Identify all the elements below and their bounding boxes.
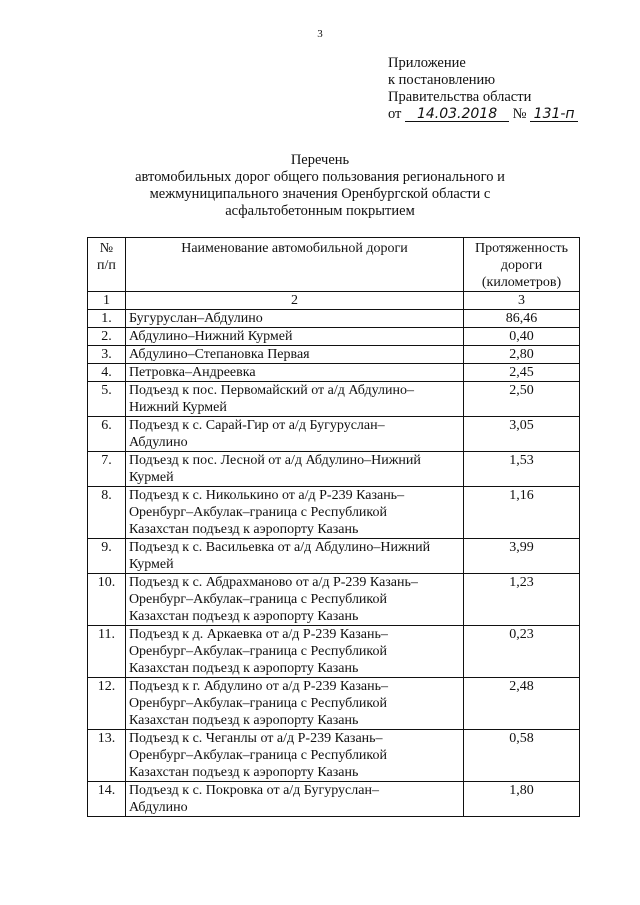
road-name: Петровка–Андреевка — [125, 364, 463, 382]
table-row — [88, 539, 580, 574]
road-length: 2,80 — [464, 346, 580, 364]
table-row — [88, 678, 580, 730]
decree-number: 131-п — [530, 107, 578, 122]
road-name: Подъезд к с. Николькино от а/д Р-239 Казань– Оренбург–Акбулак–граница с Республикой Казахстан подъезд к аэропорту Казань — [125, 487, 463, 539]
number-label: № — [512, 106, 527, 122]
table-row — [88, 382, 580, 417]
table-row — [88, 452, 580, 487]
road-length: 0,58 — [464, 730, 580, 782]
road-name: Абдулино–Нижний Курмей — [125, 328, 463, 346]
index-cell-2: 2 — [125, 292, 463, 310]
from-label: от — [388, 106, 402, 122]
title-line-1: Перечень — [290, 152, 350, 168]
header-number: № п/п — [88, 238, 126, 292]
road-length: 2,48 — [464, 678, 580, 730]
road-name: Подъезд к с. Покровка от а/д Бугуруслан– Абдулино — [125, 782, 463, 817]
table-row — [88, 782, 580, 817]
title-line-2: автомобильных дорог общего пользования регионального и — [135, 169, 505, 185]
table-header-row — [88, 238, 580, 292]
road-name: Абдулино–Степановка Первая — [125, 346, 463, 364]
appendix-block — [388, 55, 578, 123]
table-row — [88, 328, 580, 346]
road-length: 1,23 — [464, 574, 580, 626]
index-cell-1: 1 — [88, 292, 126, 310]
document-title — [0, 152, 640, 220]
appendix-line-3: Правительства области — [388, 89, 532, 105]
road-name: Подъезд к д. Аркаевка от а/д Р-239 Казань– Оренбург–Акбулак–граница с Республикой Казахстан подъезд к аэропорту Казань — [125, 626, 463, 678]
row-number: 10. — [88, 574, 126, 626]
decree-date: 14.03.2018 — [405, 107, 509, 122]
table-row — [88, 487, 580, 539]
row-number: 1. — [88, 310, 126, 328]
row-number: 7. — [88, 452, 126, 487]
road-length: 3,05 — [464, 417, 580, 452]
title-line-3: межмуниципального значения Оренбургской области с — [149, 186, 491, 202]
road-name: Подъезд к пос. Лесной от а/д Абдулино–Нижний Курмей — [125, 452, 463, 487]
road-name: Подъезд к с. Чеганлы от а/д Р-239 Казань– Оренбург–Акбулак–граница с Республикой Казахстан подъезд к аэропорту Казань — [125, 730, 463, 782]
road-name: Подъезд к г. Абдулино от а/д Р-239 Казань– Оренбург–Акбулак–граница с Республикой Казахстан подъезд к аэропорту Казань — [125, 678, 463, 730]
title-line-4: асфальтобетонным покрытием — [225, 203, 415, 219]
road-length: 0,40 — [464, 328, 580, 346]
page-number: 3 — [317, 28, 323, 40]
table-row — [88, 310, 580, 328]
row-number: 2. — [88, 328, 126, 346]
road-name: Подъезд к с. Васильевка от а/д Абдулино–Нижний Курмей — [125, 539, 463, 574]
road-length: 3,99 — [464, 539, 580, 574]
road-name: Подъезд к пос. Первомайский от а/д Абдулино– Нижний Курмей — [125, 382, 463, 417]
row-number: 4. — [88, 364, 126, 382]
table-row — [88, 626, 580, 678]
road-name: Бугуруслан–Абдулино — [125, 310, 463, 328]
row-number: 14. — [88, 782, 126, 817]
table-row — [88, 417, 580, 452]
row-number: 6. — [88, 417, 126, 452]
table-index-row — [88, 292, 580, 310]
index-cell-3: 3 — [464, 292, 580, 310]
road-length: 1,16 — [464, 487, 580, 539]
table-row — [88, 730, 580, 782]
row-number: 3. — [88, 346, 126, 364]
appendix-line-4 — [388, 106, 578, 123]
table-row — [88, 364, 580, 382]
header-road-name: Наименование автомобильной дороги — [125, 238, 463, 292]
row-number: 12. — [88, 678, 126, 730]
appendix-line-2: к постановлению — [388, 72, 496, 88]
row-number: 13. — [88, 730, 126, 782]
road-length: 0,23 — [464, 626, 580, 678]
row-number: 9. — [88, 539, 126, 574]
appendix-line-1: Приложение — [388, 55, 466, 71]
table-row — [88, 574, 580, 626]
road-name: Подъезд к с. Абдрахманово от а/д Р-239 Казань– Оренбург–Акбулак–граница с Республикой Казахстан подъезд к аэропорту Казань — [125, 574, 463, 626]
road-length: 86,46 — [464, 310, 580, 328]
row-number: 8. — [88, 487, 126, 539]
road-length: 1,80 — [464, 782, 580, 817]
table-body — [88, 310, 580, 817]
row-number: 5. — [88, 382, 126, 417]
road-length: 2,45 — [464, 364, 580, 382]
road-name: Подъезд к с. Сарай-Гир от а/д Бугуруслан– Абдулино — [125, 417, 463, 452]
table-row — [88, 346, 580, 364]
header-length: Протяженность дороги (километров) — [464, 238, 580, 292]
roads-table — [87, 237, 580, 817]
road-length: 1,53 — [464, 452, 580, 487]
row-number: 11. — [88, 626, 126, 678]
road-length: 2,50 — [464, 382, 580, 417]
